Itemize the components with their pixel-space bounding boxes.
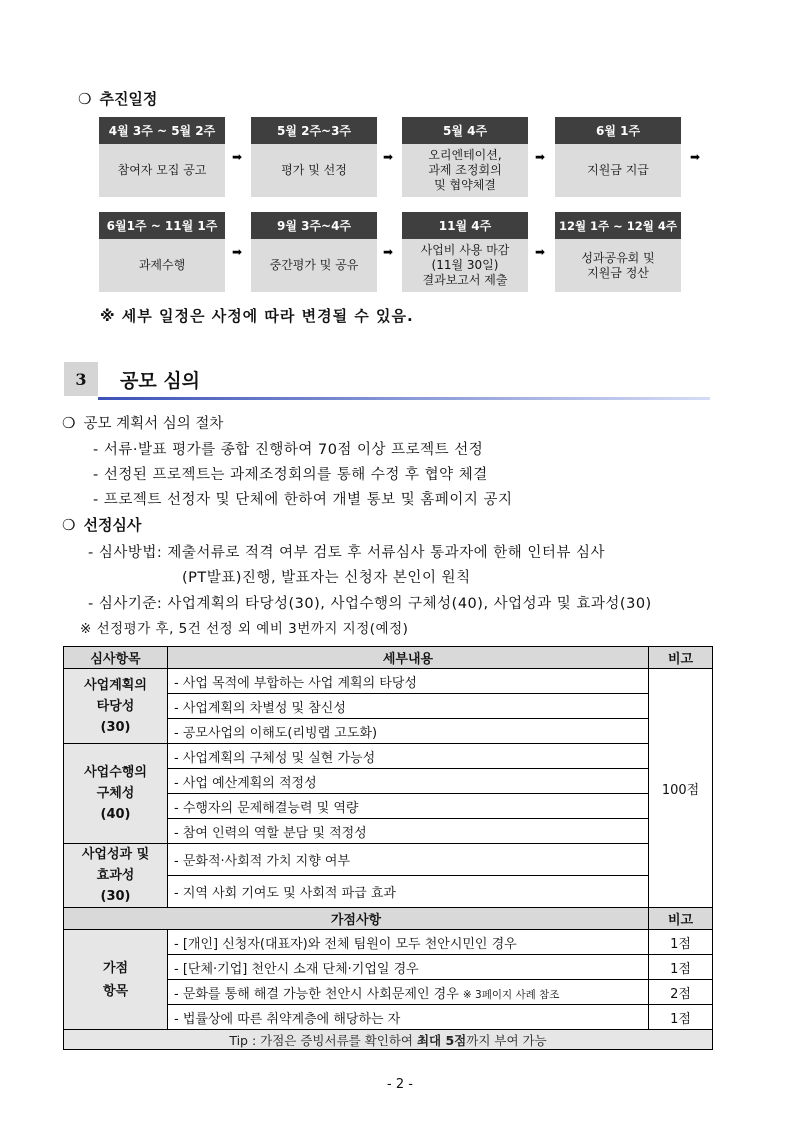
selection-criteria: - 심사기준: 사업계획의 타당성(30), 사업수행의 구체성(40), 사업성과 및 효과성(30)	[88, 596, 652, 612]
table-header-details: 세부내용	[168, 647, 649, 669]
schedule-note: ※ 세부 일정은 사정에 따라 변경될 수 있음.	[100, 307, 414, 325]
bonus-header: 가점사항	[64, 908, 649, 930]
detail-cell: - 사업 예산계획의 적정성	[168, 769, 649, 794]
total-note-cell: 100점	[649, 669, 713, 908]
bonus-points-cell: 1점	[649, 955, 713, 980]
bonus-item-cell: - 법률상에 따른 취약계층에 해당하는 자	[168, 1005, 649, 1030]
bonus-note-header: 비고	[649, 908, 713, 930]
arrow-right-icon: ➡	[383, 245, 394, 259]
schedule-period: 6월 1주	[555, 117, 681, 144]
table-row	[64, 930, 713, 955]
bonus-points-cell: 1점	[649, 930, 713, 955]
schedule-period: 11월 4주	[402, 212, 528, 239]
detail-cell: - 사업계획의 차별성 및 참신성	[168, 694, 649, 719]
circle-bullet-icon: ❍	[62, 414, 76, 432]
criteria-table	[63, 646, 713, 1050]
tip-cell: Tip : 가점은 증빙서류를 확인하여 최대 5점까지 부여 가능	[64, 1030, 713, 1050]
bonus-item-cell: - [단체·기업] 천안시 소재 단체·기업일 경우	[168, 955, 649, 980]
reference-note: ※ 3페이지 사례 참조	[462, 988, 560, 1001]
selection-heading: ❍ 선정심사	[62, 516, 142, 534]
detail-cell: - 수행자의 문제해결능력 및 역량	[168, 794, 649, 819]
selection-method: - 심사방법: 제출서류로 적격 여부 검토 후 서류심사 통과자에 한해 인터뷰 심사	[88, 545, 606, 561]
schedule-period: 4월 3주 ~ 5월 2주	[99, 117, 225, 144]
table-header-note: 비고	[649, 647, 713, 669]
category-cell: 사업계획의 타당성 (30)	[64, 669, 168, 744]
schedule-period: 12월 1주 ~ 12월 4주	[555, 212, 681, 239]
schedule-period: 9월 3주~4주	[251, 212, 377, 239]
procedure-item: - 서류·발표 평가를 종합 진행하여 70점 이상 프로젝트 선정	[93, 442, 484, 458]
detail-cell: - 문화적·사회적 가치 지향 여부	[168, 844, 649, 876]
schedule-box	[555, 117, 681, 197]
bonus-points-cell: 2점	[649, 980, 713, 1005]
schedule-task: 중간평가 및 공유	[251, 239, 377, 292]
schedule-task: 사업비 사용 마감 (11월 30일) 결과보고서 제출	[402, 239, 528, 292]
procedure-item: - 프로젝트 선정자 및 단체에 한하여 개별 통보 및 홈페이지 공지	[93, 492, 513, 508]
arrow-right-icon: ➡	[690, 150, 701, 164]
schedule-period: 5월 4주	[402, 117, 528, 144]
section-number: 3	[64, 362, 98, 396]
arrow-right-icon: ➡	[535, 245, 546, 259]
schedule-task: 참여자 모집 공고	[99, 144, 225, 197]
bonus-item-cell: - 문화를 통해 해결 가능한 천안시 사회문제인 경우 ※ 3페이지 사례 참조	[168, 980, 649, 1005]
schedule-box	[99, 212, 225, 292]
schedule-task: 오리엔테이션, 과제 조정회의 및 협약체결	[402, 144, 528, 197]
schedule-task: 평가 및 선정	[251, 144, 377, 197]
arrow-right-icon: ➡	[383, 150, 394, 164]
table-row	[64, 744, 713, 769]
arrow-right-icon: ➡	[232, 245, 243, 259]
selection-footnote: ※ 선정평가 후, 5건 선정 외 예비 3번까지 지정(예정)	[80, 621, 409, 637]
page-number: - 2 -	[387, 1077, 413, 1092]
bonus-item-cell: - [개인] 신청자(대표자)와 전체 팀원이 모두 천안시민인 경우	[168, 930, 649, 955]
schedule-heading: ❍ 추진일정	[78, 90, 158, 108]
category-cell: 사업성과 및 효과성 (30)	[64, 844, 168, 908]
bonus-category-cell: 가점 항목	[64, 930, 168, 1030]
section-title: 공모 심의	[120, 370, 201, 392]
schedule-box	[402, 117, 528, 197]
schedule-box	[251, 212, 377, 292]
table-header-category: 심사항목	[64, 647, 168, 669]
schedule-task: 지원금 지급	[555, 144, 681, 197]
circle-bullet-icon: ❍	[62, 516, 76, 534]
table-row	[64, 844, 713, 876]
detail-cell: - 지역 사회 기여도 및 사회적 파급 효과	[168, 876, 649, 908]
procedure-item: - 선정된 프로젝트는 과제조정회의를 통해 수정 후 협약 체결	[93, 467, 488, 483]
schedule-box	[251, 117, 377, 197]
schedule-box	[555, 212, 681, 292]
category-cell: 사업수행의 구체성 (40)	[64, 744, 168, 844]
detail-cell: - 참여 인력의 역할 분담 및 적정성	[168, 819, 649, 844]
detail-cell: - 사업계획의 구체성 및 실현 가능성	[168, 744, 649, 769]
schedule-period: 6월1주 ~ 11월 1주	[99, 212, 225, 239]
detail-cell: - 사업 목적에 부합하는 사업 계획의 타당성	[168, 669, 649, 694]
table-row	[64, 669, 713, 694]
detail-cell: - 공모사업의 이해도(리빙랩 고도화)	[168, 719, 649, 744]
schedule-task: 성과공유회 및 지원금 정산	[555, 239, 681, 292]
arrow-right-icon: ➡	[535, 150, 546, 164]
bonus-points-cell: 1점	[649, 1005, 713, 1030]
schedule-period: 5월 2주~3주	[251, 117, 377, 144]
schedule-task: 과제수행	[99, 239, 225, 292]
section-underline	[98, 397, 710, 400]
schedule-box	[402, 212, 528, 292]
circle-bullet-icon: ❍	[78, 90, 92, 108]
arrow-right-icon: ➡	[232, 150, 243, 164]
selection-method-cont: (PT발표)진행, 발표자는 신청자 본인이 원칙	[182, 570, 471, 586]
schedule-box	[99, 117, 225, 197]
procedure-heading: ❍ 공모 계획서 심의 절차	[62, 414, 224, 432]
